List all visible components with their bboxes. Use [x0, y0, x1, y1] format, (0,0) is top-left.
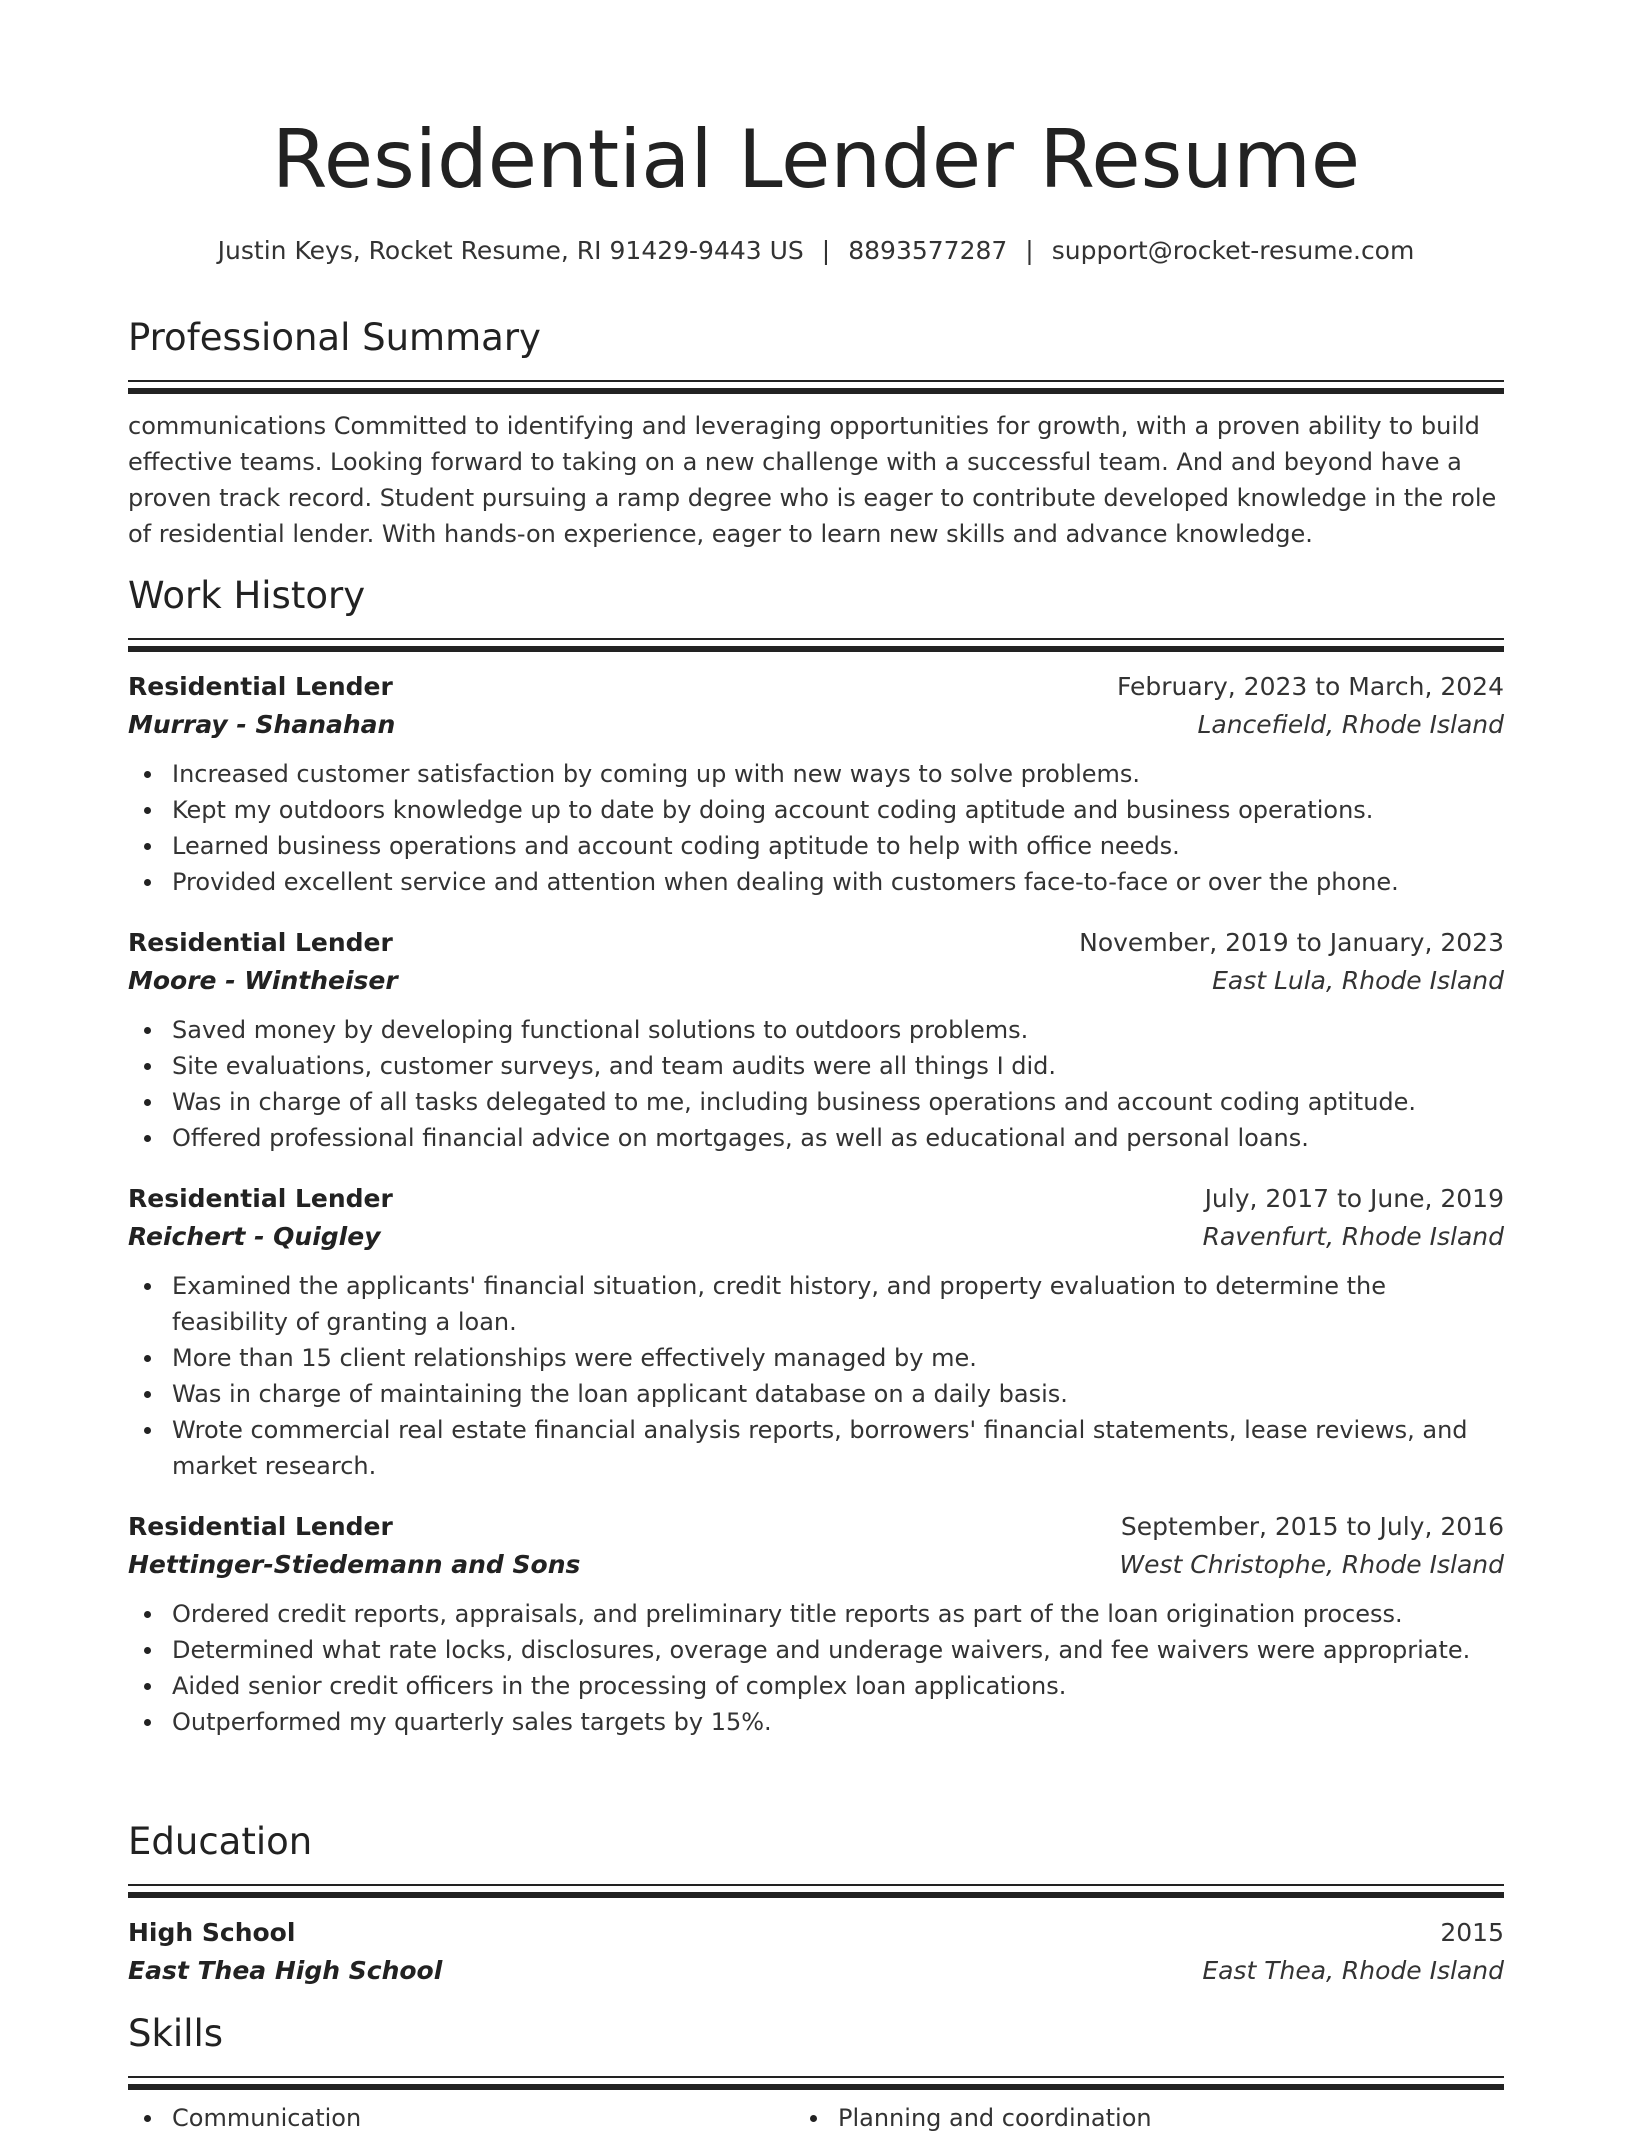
section-heading: Education [128, 1820, 313, 1863]
contact-email: support@rocket-resume.com [1051, 236, 1415, 265]
job-company: Hettinger-Stiedemann and Sons [128, 1550, 581, 1580]
list-item: Provided excellent service and attention when dealing with customers face-to-face or over the phone. [172, 864, 1504, 900]
skills-section [128, 2012, 1504, 2136]
section-divider [128, 2076, 1504, 2090]
job-dates: September, 2015 to July, 2016 [1120, 1512, 1504, 1542]
skill-item: Planning and coordination [838, 2100, 1504, 2136]
section-heading: Professional Summary [128, 316, 541, 359]
list-item: Saved money by developing functional solutions to outdoors problems. [172, 1012, 1504, 1048]
summary-text: communications Committed to identifying and leveraging opportunities for growth, with a proven ability to build effective teams. Looking forward to taking on a new challenge with a successful team. And and beyond have a proven track record. Student pursuing a ramp degree who is eager to contribute developed knowledge in the role of residential lender. With hands-on experience, eager to learn new skills and advance knowledge. [128, 412, 1497, 549]
job-dates: November, 2019 to January, 2023 [1079, 928, 1504, 958]
job-dates: July, 2017 to June, 2019 [1204, 1184, 1504, 1214]
job-entry [128, 924, 1504, 1156]
job-bullets [128, 1012, 1504, 1156]
job-bullets [128, 756, 1504, 900]
job-location: Lancefield, Rhode Island [1197, 710, 1504, 740]
section-heading: Work History [128, 574, 366, 617]
section-divider [128, 380, 1504, 394]
list-item: Was in charge of maintaining the loan applicant database on a daily basis. [172, 1376, 1504, 1412]
section-divider [128, 638, 1504, 652]
job-location: West Christophe, Rhode Island [1119, 1550, 1504, 1580]
list-item: Determined what rate locks, disclosures, overage and underage waivers, and fee waivers were appropriate. [172, 1632, 1504, 1668]
job-dates: February, 2023 to March, 2024 [1116, 672, 1504, 702]
resume-page [128, 0, 1504, 2133]
job-entry [128, 668, 1504, 900]
list-item: Kept my outdoors knowledge up to date by doing account coding aptitude and business operations. [172, 792, 1504, 828]
job-location: East Lula, Rhode Island [1212, 966, 1504, 996]
degree: High School [128, 1918, 296, 1948]
job-title: Residential Lender [128, 1512, 393, 1542]
contact-line [128, 236, 1504, 265]
job-company: Moore - Wintheiser [128, 966, 398, 996]
list-item: Aided senior credit officers in the processing of complex loan applications. [172, 1668, 1504, 1704]
list-item: Wrote commercial real estate financial analysis reports, borrowers' financial statements, lease reviews, and market research. [172, 1412, 1504, 1484]
school-location: East Thea, Rhode Island [1202, 1956, 1504, 1986]
contact-address: Justin Keys, Rocket Resume, RI 91429-9443 US [217, 236, 804, 265]
education-entry [128, 1914, 1504, 1990]
education-section [128, 1820, 1504, 1990]
section-divider [128, 1884, 1504, 1898]
contact-separator: | [821, 236, 831, 265]
job-entry [128, 1180, 1504, 1484]
skill-item: Communication [172, 2100, 838, 2136]
contact-phone: 8893577287 [848, 236, 1008, 265]
job-title: Residential Lender [128, 672, 393, 702]
skills-list [128, 2100, 1504, 2136]
list-item: Was in charge of all tasks delegated to me, including business operations and account coding aptitude. [172, 1084, 1504, 1120]
job-bullets [128, 1268, 1504, 1484]
list-item: Outperformed my quarterly sales targets by 15%. [172, 1704, 1504, 1740]
list-item: More than 15 client relationships were effectively managed by me. [172, 1340, 1504, 1376]
job-title: Residential Lender [128, 928, 393, 958]
list-item: Examined the applicants' financial situation, credit history, and property evaluation to determine the feasibility of granting a loan. [172, 1268, 1504, 1340]
contact-separator: | [1025, 236, 1034, 265]
list-item: Offered professional financial advice on mortgages, as well as educational and personal loans. [172, 1120, 1504, 1156]
summary-section [128, 316, 1504, 552]
job-company: Murray - Shanahan [128, 710, 396, 740]
job-company: Reichert - Quigley [128, 1222, 381, 1252]
list-item: Increased customer satisfaction by coming up with new ways to solve problems. [172, 756, 1504, 792]
job-title: Residential Lender [128, 1184, 393, 1214]
list-item: Learned business operations and account coding aptitude to help with office needs. [172, 828, 1504, 864]
job-location: Ravenfurt, Rhode Island [1202, 1222, 1504, 1252]
work-history-section [128, 574, 1504, 1740]
list-item: Site evaluations, customer surveys, and team audits were all things I did. [172, 1048, 1504, 1084]
school-name: East Thea High School [128, 1956, 443, 1986]
resume-title: Residential Lender Resume [271, 113, 1361, 206]
list-item: Ordered credit reports, appraisals, and preliminary title reports as part of the loan origination process. [172, 1596, 1504, 1632]
job-entry [128, 1508, 1504, 1740]
job-bullets [128, 1596, 1504, 1740]
section-heading: Skills [128, 2012, 224, 2055]
graduation-year: 2015 [1440, 1918, 1504, 1948]
